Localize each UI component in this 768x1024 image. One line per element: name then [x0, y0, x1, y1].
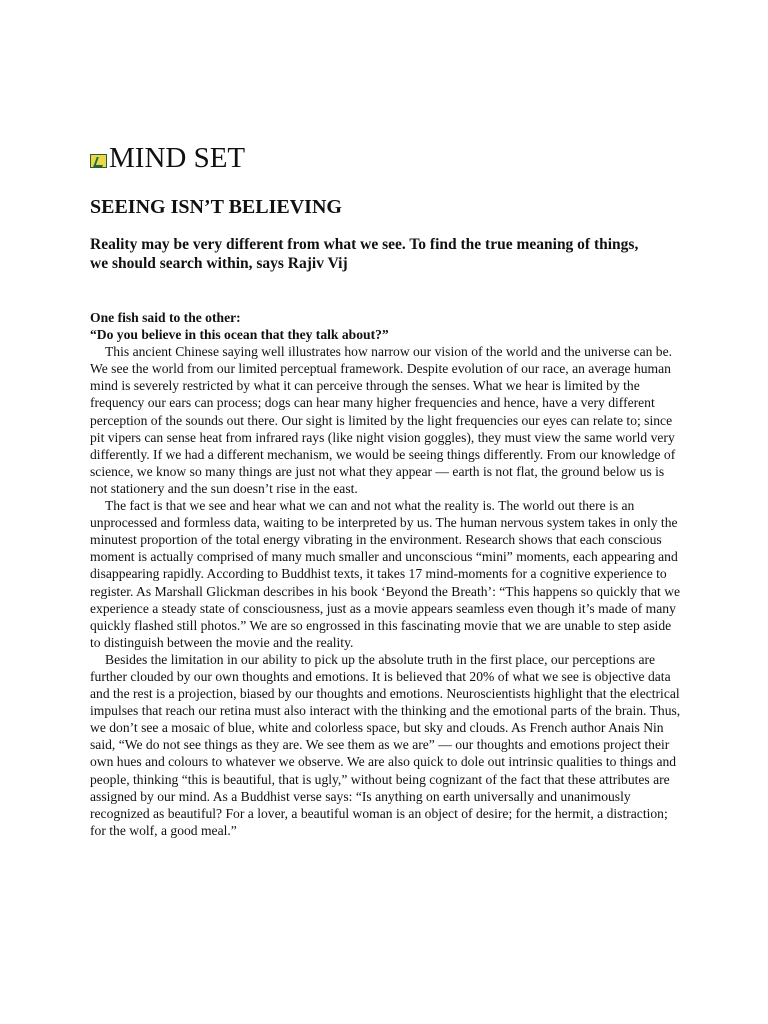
lead-line: One fish said to the other:: [90, 310, 241, 325]
title-row: [90, 140, 245, 176]
paragraph-3: Besides the limitation in our ability to pick up the absolute truth in the first place, our perceptions are further clouded by our own thoughts and emotions. It is believed that 20% of what we see is objective data and the rest is a projection, biased by our thoughts and emotions. Neuroscientists highlight that the electrical impulses that reach our retina must also interact with the thinking and the emotional parts of the brain. Thus, we don’t see a mosaic of blue, white and colorless space, but sky and clouds. As French author Anais Nin said, “We do not see things as they are. We see them as we are” — our thoughts and emotions project their own hues and colours to whatever we observe. We are also quick to dole out intrinsic qualities to things and people, thinking “this is beautiful, that is ugly,” without being cognizant of the fact that these attributes are assigned by our mind. As a Buddhist verse says: “Is anything on earth universally and unanimously recognized as beautiful? For a lover, a beautiful woman is an object of desire; for the hermit, a distraction; for the wolf, a good meal.”: [90, 651, 681, 838]
paragraph-2: The fact is that we see and hear what we can and not what the reality is. The world out there is an unprocessed and formless data, waiting to be interpreted by us. The human nervous system takes in only the minutest proportion of the total energy vibrating in the environment. Research shows that each conscious moment is actually comprised of many much smaller and unconscious “mini” moments, each appearing and disappearing rapidly. According to Buddhist texts, it takes 17 mind-moments for a cognitive experience to register. As Marshall Glickman describes in his book ‘Beyond the Breath’: “This happens so quickly that we experience a steady state of consciousness, just as a movie appears seamless even though it’s made of many quickly flashed still photos.” We are so engrossed in this fascinating movie that we are unable to step aside to distinguish between the movie and the reality.: [90, 498, 681, 650]
paragraph-1: This ancient Chinese saying well illustrates how narrow our vision of the world and the universe can be. We see the world from our limited perceptual framework. Despite evolution of our race, an average human mind is severely restricted by what it can perceive through the senses. What we hear is limited by the frequency our ears can process; dogs can hear many higher frequencies and hence, have a very different perception of the sounds out there. Our sight is limited by the light frequencies our eyes can relate to; since pit vipers can sense heat from infrared rays (like night vision goggles), they must view the same world very differently. If we had a different mechanism, we would be seeing things differently. From our knowledge of science, we know so many things are just not what they appear — earth is not flat, the ground below us is not stationery and the sun doesn’t rise in the east.: [90, 344, 676, 496]
article-deck: Reality may be very different from what we see. To find the true meaning of things, we should search within, says Rajiv Vij: [90, 236, 639, 272]
bullet-image-icon: [90, 154, 107, 168]
document-title: MIND SET: [109, 142, 246, 174]
lead-quote: “Do you believe in this ocean that they talk about?”: [90, 327, 389, 343]
article-body: [90, 309, 684, 839]
article-subtitle: SEEING ISN’T BELIEVING: [90, 196, 342, 218]
